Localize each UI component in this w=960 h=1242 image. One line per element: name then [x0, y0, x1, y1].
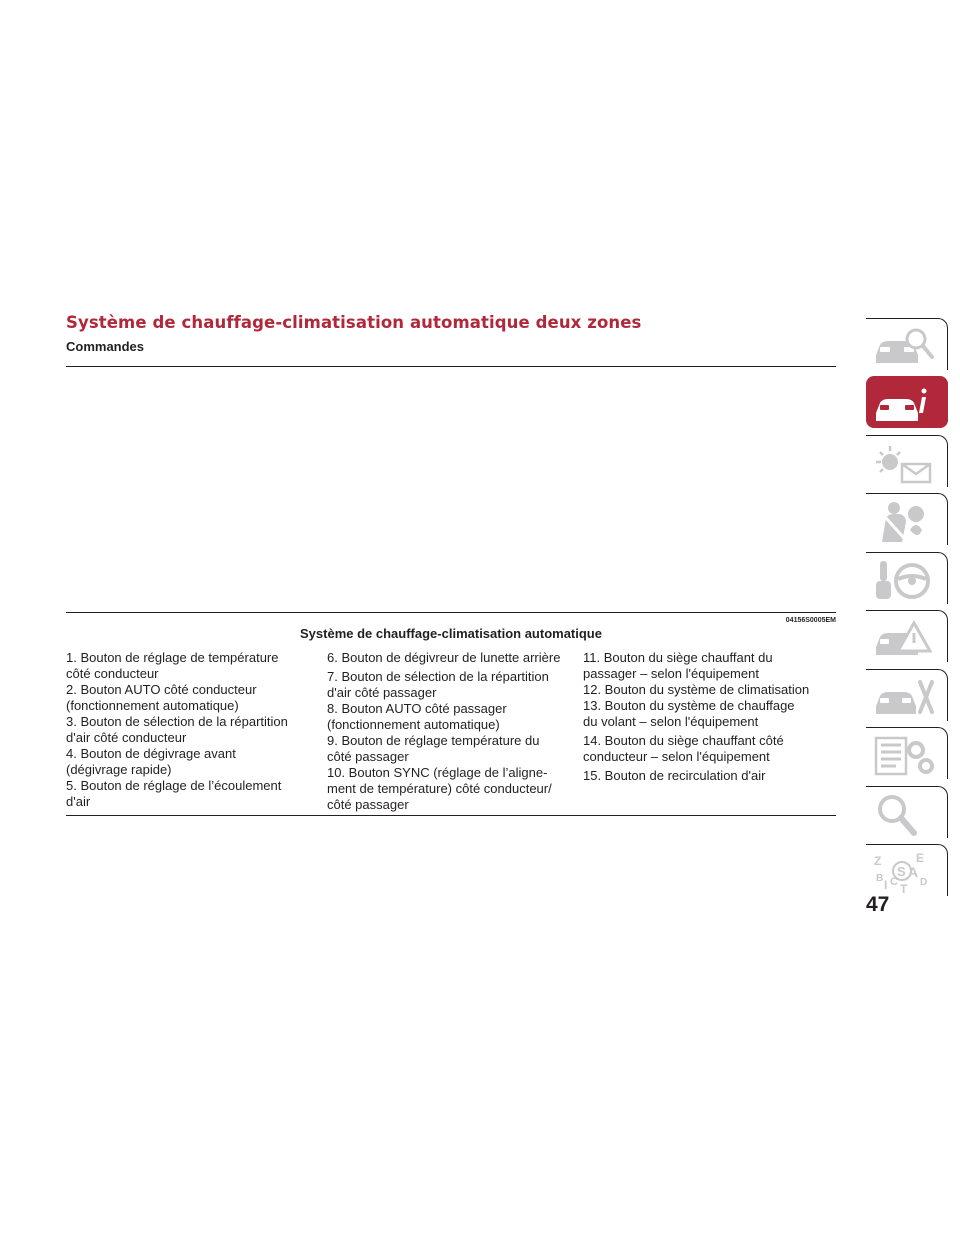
- svg-text:T: T: [900, 882, 908, 895]
- figure-code: 04156S0005EM: [785, 617, 836, 624]
- tab-technical-specs[interactable]: [866, 727, 948, 779]
- legend-item: 9. Bouton de réglage température du côté passager: [327, 733, 540, 764]
- tab-safety[interactable]: [866, 493, 948, 545]
- legend-item: 12. Bouton du système de climatisation: [583, 682, 810, 697]
- magnifier-icon: [872, 793, 938, 837]
- car-wrench-icon: [872, 676, 938, 720]
- legend-column-3: [583, 650, 833, 784]
- figure-placeholder: [66, 368, 836, 612]
- legend-item: 11. Bouton du siège chauffant du passager – selon l'équipement: [583, 650, 773, 681]
- tab-car-magnifier[interactable]: [866, 318, 948, 370]
- tab-alphabetical-index[interactable]: [866, 844, 948, 896]
- legend-item: 6. Bouton de dégivreur de lunette arrière: [327, 650, 561, 665]
- legend-item: 13. Bouton du système de chauffage du volant – selon l'équipement: [583, 698, 795, 729]
- warning-light-envelope-icon: [872, 442, 938, 486]
- tab-servicing[interactable]: [866, 669, 948, 721]
- figure-caption: Système de chauffage-climatisation automatique: [300, 626, 602, 641]
- car-magnifier-icon: [872, 325, 938, 369]
- legend-column-2: [327, 650, 575, 813]
- svg-text:E: E: [916, 851, 925, 865]
- legend-item: 5. Bouton de réglage de l’écoulement d'air: [66, 778, 282, 809]
- legend-item: 8. Bouton AUTO côté passager (fonctionnement automatique): [327, 701, 507, 732]
- subsection-title: Commandes: [66, 339, 145, 354]
- legend-item: 1. Bouton de réglage de température côté conducteur: [66, 650, 279, 681]
- section-title: Système de chauffage-climatisation automatique deux zones: [66, 313, 642, 332]
- list-gears-icon: [872, 734, 938, 778]
- legend-item: 15. Bouton de recirculation d'air: [583, 768, 766, 783]
- legend-item: 10. Bouton SYNC (réglage de l’aligne- ment de température) côté conducteur/ côté passager: [327, 765, 552, 812]
- page-number: 47: [866, 893, 890, 916]
- figure-divider: [66, 612, 836, 613]
- tab-car-info[interactable]: [866, 376, 948, 428]
- svg-text:A: A: [908, 864, 919, 880]
- car-breakdown-icon: [872, 617, 938, 661]
- legend-item: 4. Bouton de dégivrage avant (dégivrage rapide): [66, 746, 236, 777]
- legend-item: 2. Bouton AUTO côté conducteur (fonctionnement automatique): [66, 682, 257, 713]
- tab-warning-lights[interactable]: [866, 435, 948, 487]
- svg-text:B: B: [876, 873, 884, 884]
- svg-text:Z: Z: [874, 854, 882, 868]
- seatbelt-airbag-icon: [872, 500, 938, 544]
- tab-starting-driving[interactable]: [866, 552, 948, 604]
- tab-emergency[interactable]: [866, 610, 948, 662]
- svg-text:D: D: [920, 877, 928, 888]
- key-steering-wheel-icon: [872, 559, 938, 603]
- tab-index-search[interactable]: [866, 786, 948, 838]
- legend-column-1: [66, 650, 306, 810]
- legend-item: 14. Bouton du siège chauffant côté conducteur – selon l'équipement: [583, 733, 784, 764]
- svg-text:C: C: [890, 876, 898, 888]
- top-divider: [66, 366, 836, 367]
- svg-text:S: S: [897, 864, 906, 879]
- bottom-divider: [66, 815, 836, 816]
- legend-item: 7. Bouton de sélection de la répartition d'air côté passager: [327, 669, 549, 700]
- legend-item: 3. Bouton de sélection de la répartition d'air côté conducteur: [66, 714, 288, 745]
- car-info-icon: [872, 383, 938, 427]
- alphabet-index-icon: [872, 851, 938, 895]
- svg-text:I: I: [884, 878, 888, 892]
